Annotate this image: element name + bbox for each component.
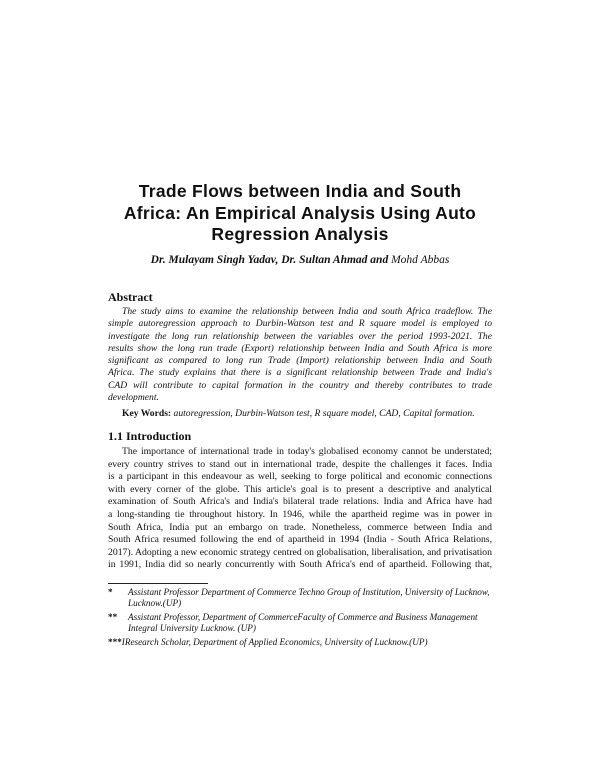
abstract-body	[108, 306, 492, 404]
keywords-line	[122, 408, 475, 419]
footnote-separator	[108, 583, 208, 584]
footnote-text: Assistant Professor, Department of CommerceFaculty of Commerce and Business Management	[128, 612, 478, 622]
abstract-heading: Abstract	[108, 290, 153, 304]
footnote-text: IResearch Scholar, Department of Applied Economics, University of Lucknow.(UP)	[121, 637, 428, 647]
body-line: South Africa resumed following the end of apartheid in 1994 (India - South Africa Relations,	[108, 534, 492, 546]
authors-plain: Mohd Abbas	[388, 254, 450, 266]
abstract-line: The study aims to examine the relationship between India and south Africa tradeflow. The	[122, 306, 492, 317]
paper-title	[100, 181, 500, 246]
footnote-mark: *	[108, 587, 113, 597]
body-line: is a participant in this endeavour as well, seeking to forge political and economic connections	[108, 471, 492, 483]
authors-bold: Dr. Mulayam Singh Yadav, Dr. Sultan Ahmad and	[150, 254, 389, 266]
footnote-2	[108, 612, 498, 635]
abstract-line: simple autoregression approach to Durbin-Watson test and R square model is employed to	[108, 318, 492, 330]
keywords-value: autoregression, Durbin-Watson test, R square model, CAD, Capital formation.	[171, 408, 475, 419]
introduction-body	[108, 446, 492, 572]
authors-line	[100, 254, 500, 266]
body-line: South Africa, India put an embargo on trade. Nonetheless, commerce between India and	[108, 521, 492, 533]
abstract-line: investigate the long run relationship between the variables over the period 1993-2021. The	[108, 330, 492, 342]
title-line: Trade Flows between India and South	[138, 181, 462, 201]
introduction-heading: 1.1 Introduction	[108, 429, 192, 443]
footnote-3	[108, 637, 498, 648]
abstract-line: significant as compared to long run Trade (Import) relationship between India and South	[108, 355, 492, 367]
title-line: Africa: An Empirical Analysis Using Auto	[123, 202, 477, 223]
title-line: Regression Analysis	[211, 224, 389, 244]
abstract-line: development.	[108, 392, 159, 404]
body-line: The importance of international trade in today's globalised economy cannot be understated;	[122, 446, 492, 457]
abstract-line: Africa. The study explains that there is a significant relationship between Trade and India's	[108, 367, 492, 379]
body-line: 2017). Adopting a new economic strategy centred on globalisation, liberalisation, and privatisation	[108, 546, 492, 558]
abstract-line: results show the long run trade (Export) relationship between India and South Africa is more	[108, 342, 492, 354]
keywords-label: Key Words:	[122, 408, 172, 419]
footnote-1	[108, 587, 498, 610]
body-line: examination of South Africa's and India's bilateral trade relations. India and Africa have had	[108, 496, 492, 508]
body-line: a long-standing tie throughout history. In 1946, while the apartheid regime was in power in	[108, 508, 492, 520]
body-line: with every corner of the globe. This article's goal is to present a descriptive and analytical	[108, 483, 492, 495]
footnote-text: Assistant Professor Department of Commerce Techno Group of Institution, University of Lucknow,	[128, 587, 490, 597]
body-line: in 1991, India did so nearly concurrently with South Africa's end of apartheid. Following that,	[108, 559, 492, 571]
footnote-mark: ***	[108, 637, 122, 647]
footnote-mark: **	[108, 612, 118, 622]
footnote-text: Lucknow.(UP)	[128, 598, 182, 609]
abstract-line: CAD will contribute to capital formation in the country and thereby contributes to trade	[108, 379, 492, 391]
footnote-text: Integral University Lucknow. (UP)	[128, 623, 256, 634]
body-line: every country strives to stand out in international trade, despite the challenges it faces. India	[108, 458, 492, 470]
